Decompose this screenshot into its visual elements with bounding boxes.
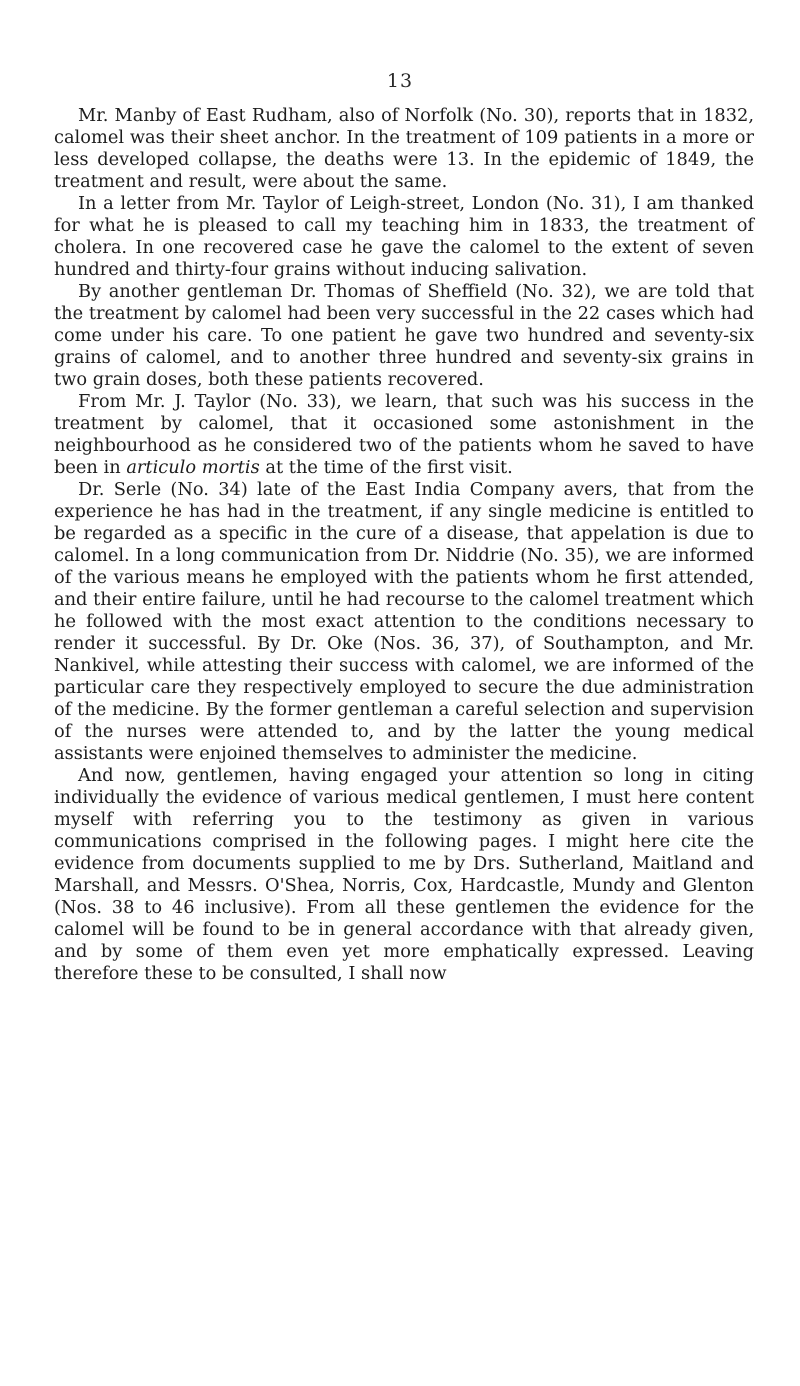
paragraph-manby: Mr. Manby of East Rudham, also of Norfolk (No. 30), reports that in 1832, calomel was their sheet anchor. In the treatment of 109 patients in a more or less developed collapse, the deaths were 13. In the epidemic of 1849, the treatment and result, were about the same. — [54, 105, 754, 192]
paragraph-thomas: By another gentleman Dr. Thomas of Sheffield (No. 32), we are told that the treatment by calomel had been very successful in the 22 cases which had come under his care. To one patient he gave two hundred and seventy-six grains of calomel, and to another three hundred and seventy-six grains in two grain doses, both these patients recovered. — [54, 281, 754, 390]
paragraph-taylor-letter: In a letter from Mr. Taylor of Leigh-street, London (No. 31), I am thanked for what he is pleased to call my teaching him in 1833, the treatment of cholera. In one recovered case he gave the calomel to the extent of seven hundred and thirty-four grains without inducing salivation. — [54, 193, 754, 280]
page-number: 13 — [386, 70, 414, 92]
latin-phrase: articulo mortis — [126, 457, 260, 478]
paragraph-j-taylor-text: From Mr. J. Taylor (No. 33), we learn, that such was his success in the treatment by calomel, that it occasioned some astonishment in the neighbourhood as he considered two of the patients whom he saved to have been in — [54, 391, 754, 478]
body-text — [54, 105, 754, 985]
paragraph-serle: Dr. Serle (No. 34) late of the East India Company avers, that from the experience he has had in the treatment, if any single medicine is entitled to be regarded as a specific in the cure of a disease, that appelation is due to calomel. In a long communication from Dr. Niddrie (No. 35), we are informed of the various means he employed with the patients whom he first attended, and their entire failure, until he had recourse to the calomel treatment which he followed with the most exact attention to the conditions necessary to render it successful. By Dr. Oke (Nos. 36, 37), of Southampton, and Mr. Nankivel, while attesting their success with calomel, we are informed of the particular care they respectively employed to secure the due administration of the medicine. By the former gentleman a careful selection and supervision of the nurses were attended to, and by the latter the young medical assistants were enjoined themselves to administer the medicine. — [54, 479, 754, 764]
paragraph-j-taylor — [54, 391, 754, 479]
paragraph-j-taylor-end: at the time of the first visit. — [259, 457, 513, 478]
paragraph-conclusion: And now, gentlemen, having engaged your attention so long in citing individually the evidence of various medical gentlemen, I must here content myself with referring you to the testimony as given in various communications comprised in the following pages. I might here cite the evidence from documents supplied to me by Drs. Sutherland, Maitland and Marshall, and Messrs. O'Shea, Norris, Cox, Hardcastle, Mundy and Glenton (Nos. 38 to 46 inclusive). From all these gentlemen the evidence for the calomel will be found to be in general accordance with that already given, and by some of them even yet more emphatically expressed. Leaving therefore these to be consulted, I shall now — [54, 765, 754, 984]
